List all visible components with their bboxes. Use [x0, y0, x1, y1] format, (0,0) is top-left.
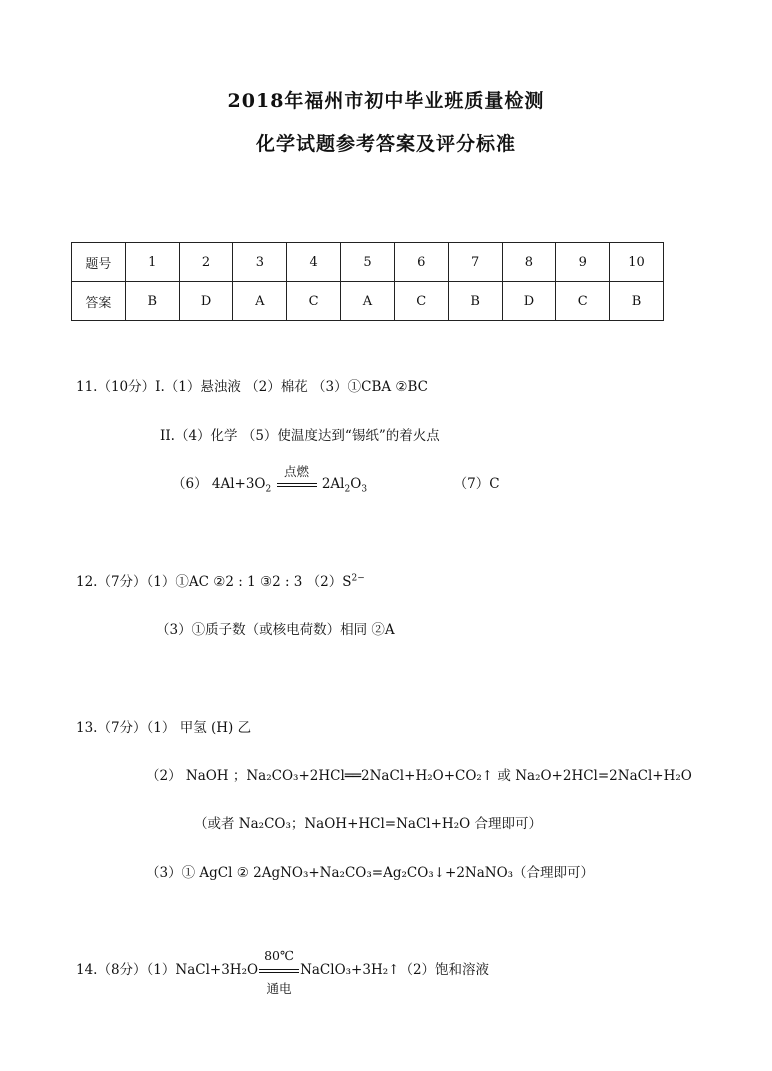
table-header-cell: 题号 — [72, 243, 126, 282]
q11-line2: II.（4）化学 （5）使温度达到“锡纸”的着火点 — [160, 428, 440, 444]
answer-cell: C — [287, 282, 341, 321]
answer-cell: B — [125, 282, 179, 321]
q13-line4: （3）① AgCl ② 2AgNO₃+Na₂CO₃=Ag₂CO₃↓+2NaNO₃（合理即可） — [146, 865, 595, 881]
table-row — [72, 243, 664, 282]
equation-reactants: （6） 4Al+3O — [172, 476, 266, 492]
table-row — [72, 282, 664, 321]
question-number: 9 — [556, 243, 610, 282]
condition-electrolysis: 通电 — [266, 981, 292, 996]
question-number: 3 — [233, 243, 287, 282]
answer-cell: B — [610, 282, 664, 321]
table-header-cell: 答案 — [72, 282, 126, 321]
q12-text: 12.（7分）（1）①AC ②2 : 1 ③2 : 3 （2）S — [76, 574, 352, 590]
answer-cell: C — [556, 282, 610, 321]
ion-charge: 2− — [351, 573, 365, 584]
q11-line1: 11.（10分）I.（1）悬浊液 （2）棉花 （3）①CBA ②BC — [76, 379, 429, 395]
equation-product: 2Al — [321, 476, 345, 492]
page-title: 2018年福州市初中毕业班质量检测 — [227, 90, 545, 112]
question-number: 6 — [394, 243, 448, 282]
question-number: 7 — [448, 243, 502, 282]
reaction-condition — [277, 464, 317, 492]
question-number: 8 — [502, 243, 556, 282]
q11-answer-7: （7）C — [453, 476, 500, 492]
q13-line2: （2） NaOH ；Na₂CO₃+2HCl══2NaCl+H₂O+CO₂↑ 或 Na₂O+2HCl=2NaCl+H₂O — [146, 768, 692, 784]
question-number: 4 — [287, 243, 341, 282]
question-number: 1 — [125, 243, 179, 282]
q13-line3: （或者 Na₂CO₃；NaOH+HCl=NaCl+H₂O 合理即可） — [194, 816, 542, 832]
question-number: 5 — [341, 243, 395, 282]
question-number: 2 — [179, 243, 233, 282]
answer-cell: B — [448, 282, 502, 321]
equation-products: NaClO₃+3H₂↑（2）饱和溶液 — [300, 962, 490, 978]
q13-line1: 13.（7分）（1） 甲氢 (H) 乙 — [76, 720, 252, 736]
answer-table — [71, 242, 664, 321]
answer-cell: A — [341, 282, 395, 321]
answer-cell: D — [179, 282, 233, 321]
question-number: 10 — [610, 243, 664, 282]
answer-cell: D — [502, 282, 556, 321]
equation-reactants: 14.（8分）（1）NaCl+3H₂O — [76, 962, 259, 978]
answer-cell: A — [233, 282, 287, 321]
page-subtitle: 化学试题参考答案及评分标准 — [255, 133, 516, 155]
reaction-condition — [259, 948, 299, 996]
condition-label: 点燃 — [284, 464, 310, 479]
q12-line2: （3）①质子数（或核电荷数）相同 ②A — [156, 622, 395, 638]
q11-line3: （6） $4Al+3O_2$ 点燃 $2Al_2O_3$ （7）C — [172, 464, 500, 495]
condition-temperature: 80℃ — [264, 948, 294, 963]
answer-cell: C — [394, 282, 448, 321]
q14-line1 — [76, 948, 490, 996]
q12-line1 — [76, 570, 365, 590]
